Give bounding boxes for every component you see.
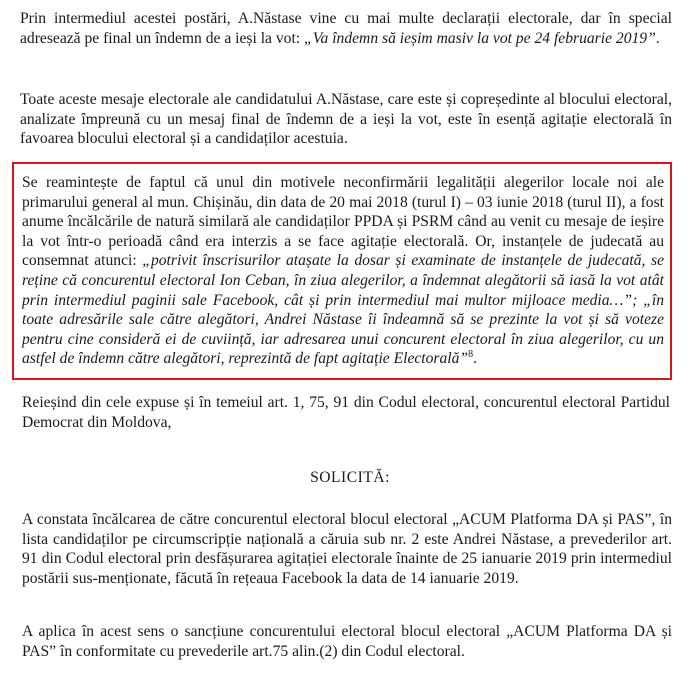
- paragraph-text: Prin intermediul acestei postări, A.Năstase vine cu mai multe declarații electorale, dar în special adresează pe final un îndemn de a ieși la vot:: [20, 10, 672, 47]
- paragraph-postare: [20, 9, 672, 48]
- paragraph-end: .: [655, 29, 660, 47]
- paragraph-temei: Reieșind din cele expuse și în temeiul art. 1, 75, 91 din Codul electoral, concurentul electoral Partidul Democrat din Moldova,: [22, 394, 670, 431]
- highlighted-paragraph: [22, 173, 664, 369]
- quote-text: „potrivit înscrisurilor atașate la dosar și examinate de instanțele de judecată, se reține că concurentul electoral Ion Ceban, în ziua alegerilor, a îndemnat alegătorii să iasă la vot atât prin intermediul paginii sale Facebook, cât și prin intermediul mai multor mijloace media…”; „în toate adresările sale către alegători, Andrei Năstase îi îndeamnă să se prezinte la vot și să voteze pentru cine consideră ei de cuviință, iar adresarea unui concurent electoral în ziua alegerilor, cu un astfel de îndemn către alegători, reprezintă de fapt agitație Electorală”: [22, 252, 664, 368]
- paragraph-solicitare-constatare: A constata încălcarea de către concurentul electoral blocul electoral „ACUM Platforma DA și PAS”, în lista candidaților pe circumscripție națională a căruia sub nr. 2 este Andrei Năstase, a prevederilor art. 91 din Codul electoral prin desfășurarea agitației electorale înainte de 25 ianuarie 2019 prin intermediul postării sus-menționate, făcută în rețeaua Facebook la data de 14 ianuarie 2019.: [22, 511, 672, 587]
- quote-text: „Va îndemn să ieșim masiv la vot pe 24 februarie 2019”: [304, 29, 656, 47]
- footnote-marker: 8: [468, 349, 474, 361]
- section-heading-solicita: SOLICITĂ:: [310, 469, 390, 486]
- paragraph-text: Se reamintește de faptul că unul din motivele neconfirmării legalității alegerilor locale noi ale primarului general al mun. Chișinău, din data de 20 mai 2018 (turul I) – 03 iunie 2018 (turul II), a fost anume încălcările de natură similară ale candidaților PPDA și PSRM când au venit cu mesaje de ieșire la vot într-o perioadă când era interzis a se face agitație electorală. Or, instanțele de judecată au consemnat atunci:: [22, 174, 664, 270]
- paragraph-end: .: [473, 350, 477, 368]
- paragraph-solicitare-sanctiune: A aplica în acest sens o sancțiune concurentului electoral blocul electoral „ACUM Platforma DA și PAS” în conformitate cu prevederile art.75 alin.(2) din Codul electoral.: [22, 623, 672, 660]
- paragraph-mesaje-electorale: Toate aceste mesaje electorale ale candidatului A.Năstase, care este și copreședinte al blocului electoral, analizate împreună cu un mesaj final de îndemn de a ieși la vot, este în esență agitație electorală în favoarea blocului electoral și a candidaților acestuia.: [20, 91, 672, 148]
